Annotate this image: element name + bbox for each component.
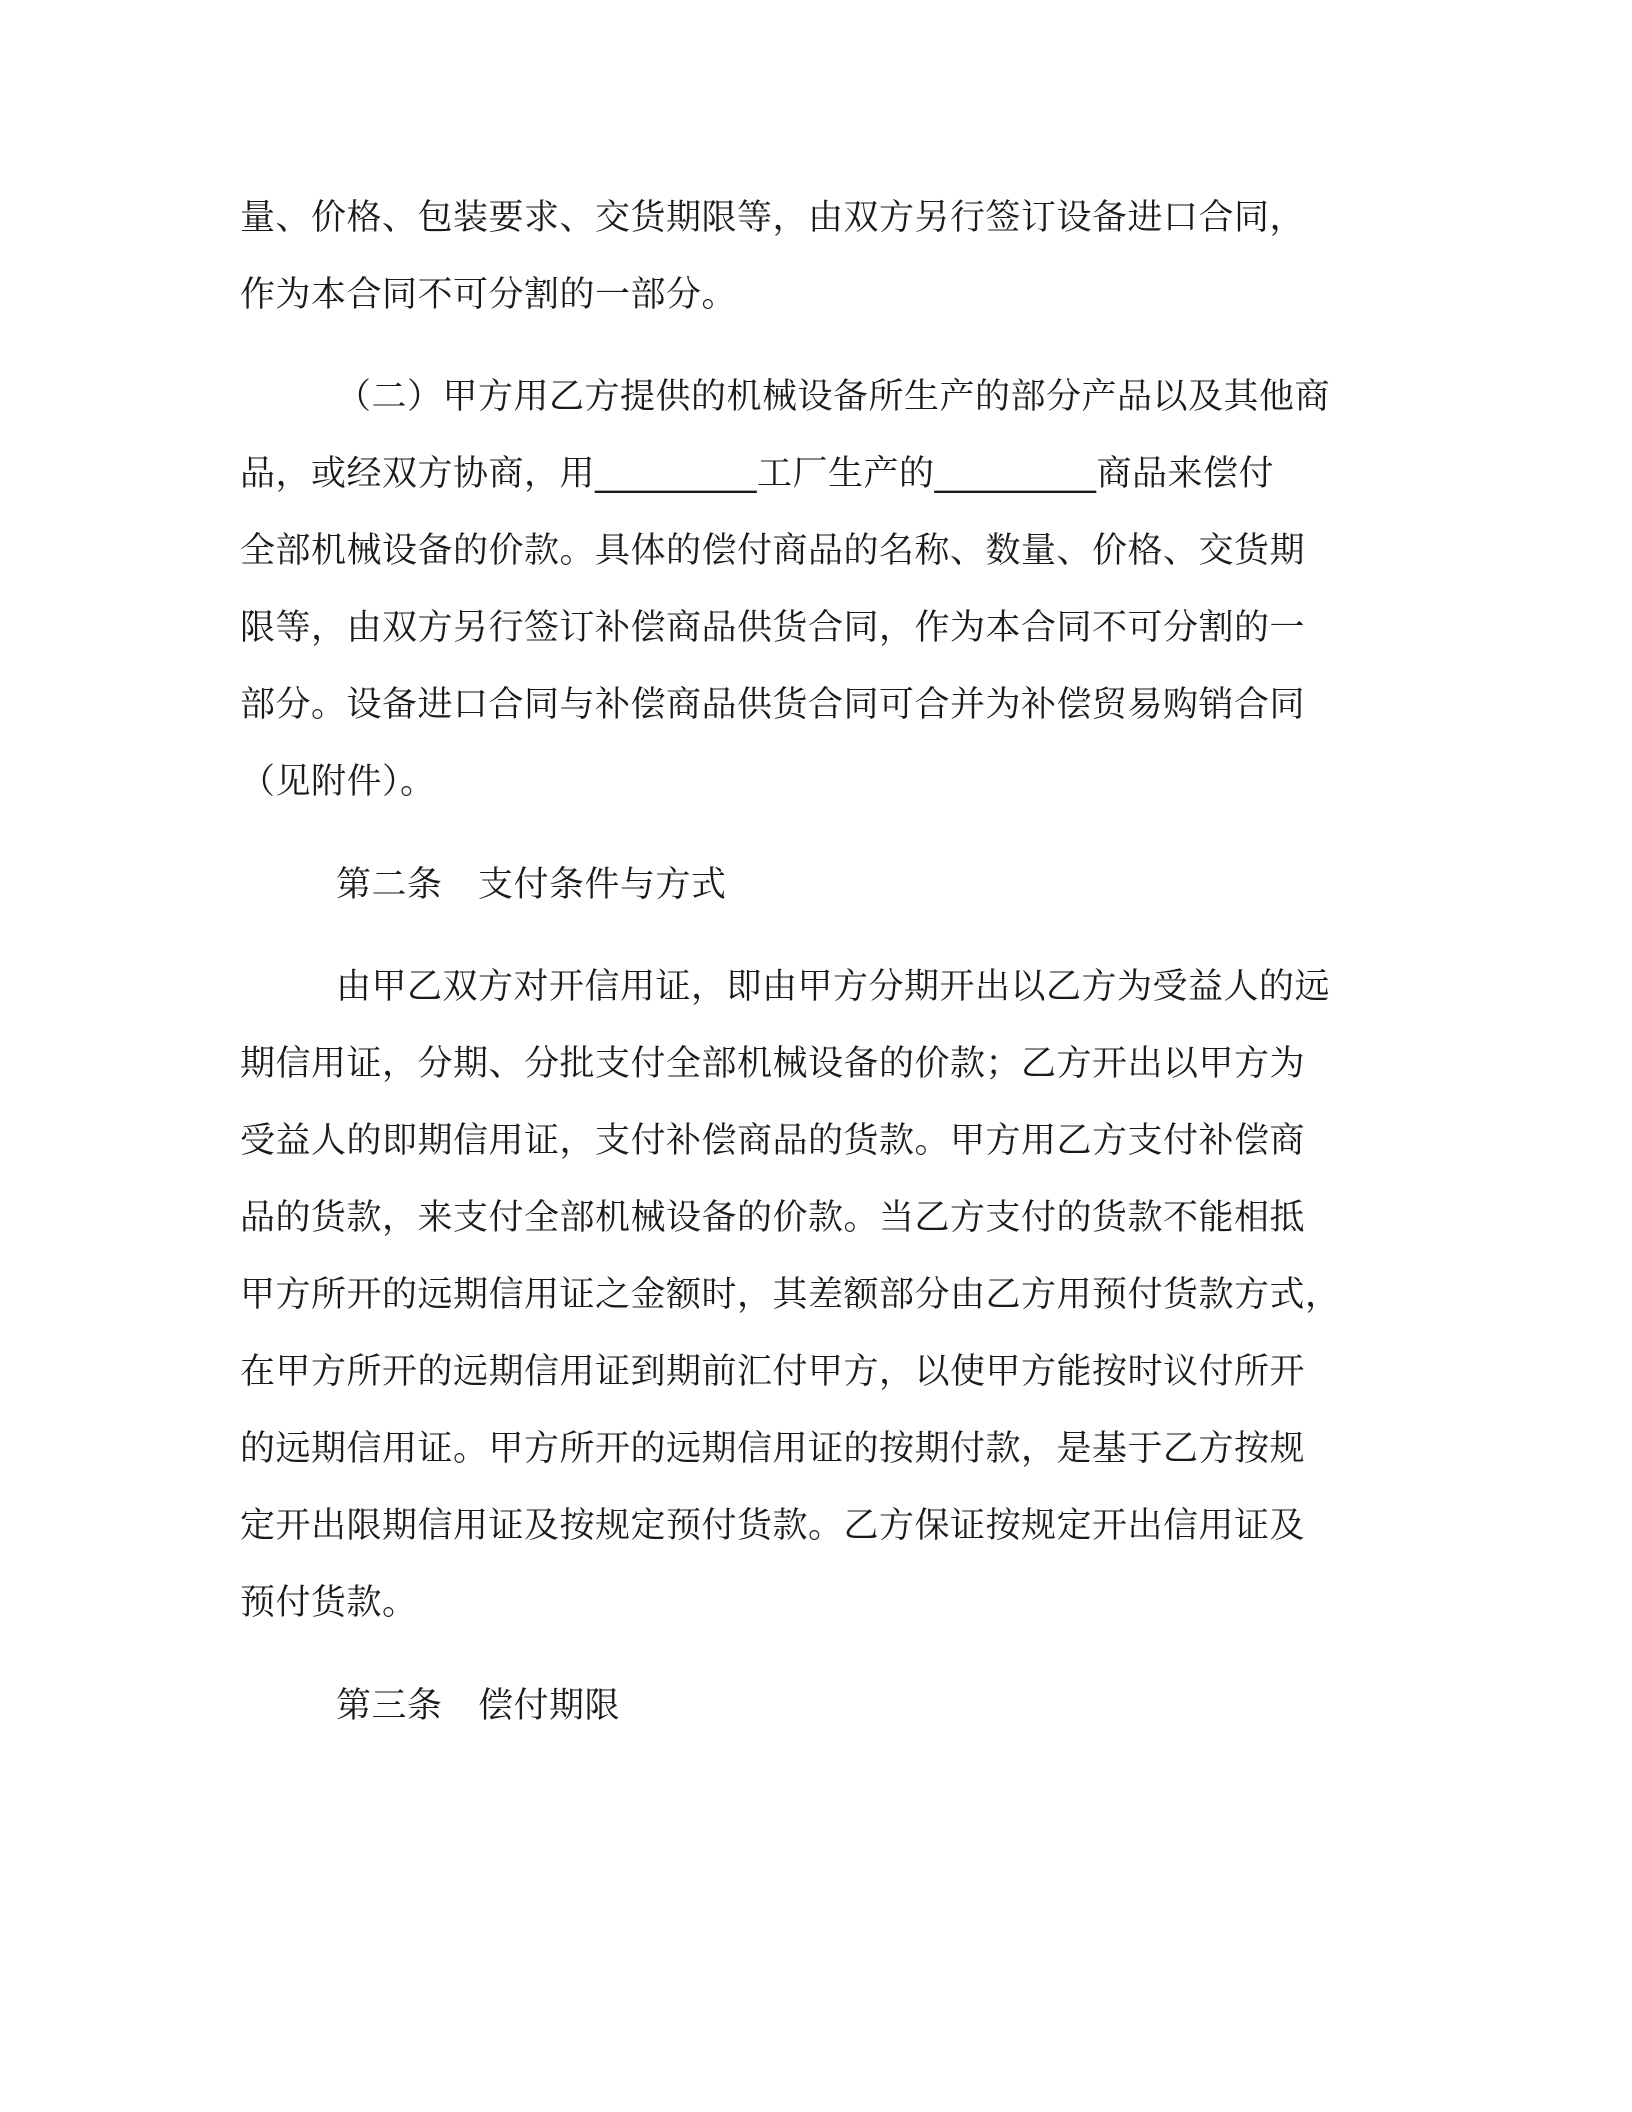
- article-2-heading: 第二条 支付条件与方式: [336, 865, 727, 905]
- paragraph-3-line-7: 的远期信用证。甲方所开的远期信用证的按期付款，是基于乙方按规: [240, 1429, 1306, 1469]
- paragraph-2-line-2: 品，或经双方协商，用_________工厂生产的_________商品来偿付: [240, 454, 1275, 494]
- paragraph-3-line-3: 受益人的即期信用证，支付补偿商品的货款。甲方用乙方支付补偿商: [240, 1121, 1306, 1161]
- paragraph-2-line-6: （见附件）。: [240, 762, 436, 802]
- paragraph-3-line-4: 品的货款，来支付全部机械设备的价款。当乙方支付的货款不能相抵: [240, 1198, 1306, 1238]
- paragraph-1-line-2: 作为本合同不可分割的一部分。: [240, 275, 738, 315]
- paragraph-3-line-6: 在甲方所开的远期信用证到期前汇付甲方，以使甲方能按时议付所开: [240, 1352, 1306, 1392]
- paragraph-3-line-8: 定开出限期信用证及按规定预付货款。乙方保证按规定开出信用证及: [240, 1506, 1306, 1546]
- paragraph-3-line-2: 期信用证，分期、分批支付全部机械设备的价款；乙方开出以甲方为: [240, 1044, 1306, 1084]
- paragraph-3-line-1: 由甲乙双方对开信用证，即由甲方分期开出以乙方为受益人的远: [336, 967, 1331, 1007]
- paragraph-2-line-4: 限等，由双方另行签订补偿商品供货合同，作为本合同不可分割的一: [240, 608, 1306, 648]
- paragraph-1-line-1: 量、价格、包装要求、交货期限等，由双方另行签订设备进口合同，: [240, 198, 1306, 238]
- article-3-heading: 第三条 偿付期限: [336, 1686, 621, 1726]
- paragraph-2-line-3: 全部机械设备的价款。具体的偿付商品的名称、数量、价格、交货期: [240, 531, 1306, 571]
- paragraph-3-line-5: 甲方所开的远期信用证之金额时，其差额部分由乙方用预付货款方式，: [240, 1275, 1341, 1315]
- paragraph-2-line-1: （二）甲方用乙方提供的机械设备所生产的部分产品以及其他商: [336, 377, 1331, 417]
- paragraph-2-line-5: 部分。设备进口合同与补偿商品供货合同可合并为补偿贸易购销合同: [240, 685, 1306, 725]
- paragraph-3-line-9: 预付货款。: [240, 1583, 418, 1623]
